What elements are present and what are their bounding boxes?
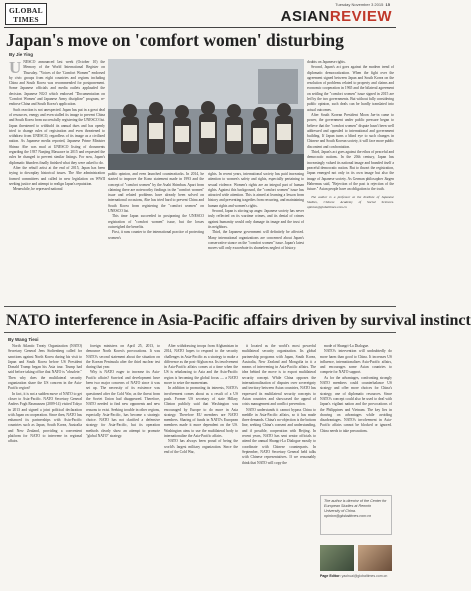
article1-column-2	[108, 172, 204, 241]
logo-line2: TIMES	[13, 15, 39, 24]
article2-col3-paragraph: After withdrawing troops from Afghanistan in 2014, NATO hopes to respond to the security challenges in Asia-Pacific as a strategy to make a difference as the post-Afghan era. Its involvement in Asia-Pacific affairs comes at a time when the US is rebalancing to Asia and the Asia-Pacific region is becoming the global focus — a NATO move to seize the momentum.	[164, 344, 238, 386]
page-editor-thumbnails	[320, 545, 392, 577]
global-times-logo	[5, 3, 47, 25]
article1-col4-paragraph: Third, Japan's act goes against the ethos of peaceful and democratic nations. In the 20th century, Japan has increasingly valued its national image and branded itself a peaceful democratic nation. But to thwart the registration, Japan emerged not only in its own image but also the image of Japanese society. As German philosopher Jürgen Habermas said, "Rejection of the past is rejection of the future." Asian people have an obligation to the truth.	[307, 150, 394, 192]
editor-photo-2	[358, 545, 392, 571]
article1-col3-paragraph: Third, the Japanese government will definitely be affected. Many international organizations are concerned about Japan's conservative stance on the "comfort women" issue. Japan's latest moves will only exacerbate its shameless neglect of history.	[208, 230, 304, 251]
article1-column-1	[9, 60, 105, 192]
article2-col2-paragraph: Why is NATO eager to increase its Asia-Pacific affairs? Survival and development have been two major concerns of NATO since it was set up. The necessity of its existence was questioned after the Cold War, as the threat from the Soviet Union had disappeared. Therefore, NATO needed to find new opponents and new reasons to exist. Seeking trouble in other regions, especially Asia-Pacific, has become a strategic choice. NATO has not clarified a defensive strategy for Asia-Pacific, but its operation methods clearly show an attempt to promote "global NATO" strategy.	[86, 370, 160, 439]
section-title-part2: REVIEW	[329, 8, 392, 25]
article1-headline: Japan's move on 'comfort women' disturbing	[6, 30, 344, 50]
article2-col5-paragraph: mode of Shangri-La Dialogue.	[324, 344, 370, 348]
article2-column-1	[8, 344, 82, 445]
article2-col5-paragraph: As for the advantages, confronting strongly NATO members could counterbalance US strategy and offer more choices for China's strategy, one of diplomatic resources. Since NATO's concept could also be used to deal with Japan's vigilant nation and the provocations of the Philippines and Vietnam. The key lies in drawing on advantages while avoiding disadvantages. NATO's involvement in Asia-Pacific affairs cannot be blocked or ignored. China needs to take precautions.	[320, 375, 392, 433]
article2-col4-paragraph: NATO understands it cannot bypass China to meddle in Asia-Pacific affairs, so it has made three demands. China's no-objection is the bottom line, seeking China's consent and understanding, and if possible, cooperation with Beijing. In recent years, NATO has sent senior officials to attend the annual Shangri-La Dialogue mostly to coordinate with Chinese counterparts. In September, NATO Secretary General held talks with Chinese representatives. If we reasonably think that NATO will copy the	[242, 407, 316, 465]
article1-col4-paragraph: doubts on Japanese rights.	[307, 60, 346, 64]
article1-col3-paragraph: Second, Japan is stirring up anger. Japanese society has never truly reflected on its wartime crimes, and its denial of crimes against humanity would only damage its image and the trust of its neighbors.	[208, 209, 304, 229]
article2-column-4	[242, 344, 316, 466]
article2-column-5	[320, 344, 392, 434]
article2-byline: By Wang Tiexi	[8, 337, 39, 342]
article2-headline-rule	[4, 332, 396, 333]
date-text: Tuesday November 3 2015	[335, 2, 384, 7]
article2-col3-paragraph: In addition to promoting its interests, NATO's involvement comes about as a result of a US push. Former US secretary of state Hillary Clinton publicly said that Washington was encouraged by Europe to do more in Asia strategy. Therefore EU members are NATO members. Sharing of funds in NATO's European members made it more dependent on the US. Washington aims to use the multilateral body to internationalize the Asia-Pacific affairs.	[164, 386, 238, 439]
logo-line1: GLOBAL	[9, 6, 43, 15]
article1-col3-paragraph: rights. In recent years, international society has paid increasing attention to women's safety and rights, especially pertaining to sexual violence. Women's rights are an integral part of human rights. Against this background, the "comfort women" issue has attracted wide attention. This is aimed at learning a lesson from history and preventing tragedies from recurring, and maintaining human rights and women's rights.	[208, 172, 304, 208]
article1-col1-paragraph: Such reaction is not unexpected. Japan has put in a great deal of resources, energy and even stalled its image to prevent China and South Korea from successfully registering the UNESCO list. Japan threatened to withhold its annual dues and has openly tried to change rules of registration and even threatened to withdraw from UNESCO, regardless of its image as a civilized nation. As Japanese media reported, Japanese Prime Minister Shinzo Abe was mad at UNESCO listing of documents regarding the 1937 Nanjing Massacre in 2015 and requested the rules be changed to prevent similar listings. For now, Japan's diplomatic blunders finally finished what they were asked to do.	[9, 107, 105, 165]
article1-col2-paragraph: This time Japan succeeded in postponing the UNESCO registration of "comfort women" issue, but the losses outweighed the benefits.	[108, 214, 204, 229]
page-editor-email: yaohuai@globaltimes.com.cn	[341, 574, 388, 578]
article1-col4-paragraph: Second, Japan's act goes against the modern trend of diplomatic democratization. When the fight over the agreement signed between Japan and South Korea on the resolution of problems related to property and claims and economic cooperation in 1965 and the bilateral agreement on settling the "comfort women" issue signed in 2015 are led by the two governments. But without fully considering public opinion, such deals can be hardly translated into actual outcomes.	[307, 65, 394, 112]
article1-author-note: The author is a professor at the Institute of Japanese Studies, Chinese Academy of Social Sciences. opinion@globaltimes.com.cn	[307, 195, 394, 209]
article2-col3-paragraph: NATO has always been proud of being the world's largest military organization. Since the end of the Cold War,	[164, 439, 238, 454]
article1-col1-text: NESCO announced last week (October 10) the Memory of the World International Register on Thursday. "Voices of the 'Comfort Women'" endorsed by civic groups from eight countries and regions including China and South Korea was recommended for postponement. Some Japanese officials and media outlets applauded the decision. Japanese NGO which endorsed "Documentation on 'Comfort Women' and Japanese Army discipline" program, re-endorse China and South Korea's application.	[9, 60, 105, 107]
page-editor	[320, 574, 392, 586]
article1-col4-paragraph: After South Korean President Moon Jae-in came to power, the government under public pressure began to believe that the "comfort women" dispute hasn't been well addressed and appealed to international and government building. If Japan turns a blind eye to such changes in Chinese and South Korean society, it will face more public discontent and confrontation.	[307, 112, 394, 149]
article1-col2-paragraph: First, it runs counter to the international practice of protecting women's	[108, 230, 204, 240]
article2-col4-paragraph: it located as the world's most powerful multilateral security organization. Its global partnership programs with Japan, South Korea, Australia, New Zealand and Mongolia in it a means of intervening in Asia-Pacific affairs. The idea behind the move is to export multilateral security concept. While China opposes the internationalization of disputes over sovereignty and territory between Asian countries, NATO has expressed its multilateral security concepts to Asian countries and showcased the appeal of crisis management and conflict prevention.	[242, 344, 316, 407]
section-title	[281, 8, 392, 25]
article1-col1-paragraph: After the rebuff artist at the end of 2015, Japan has been trying to downplay historical issues. The Abe administration formed committees and called in new legislation on WWII seeking justice and attempt to realign Japan's reputation.	[9, 165, 105, 186]
article1-col1-paragraph: Meanwhile, he repressed national	[13, 187, 63, 192]
article1-column-4	[307, 60, 394, 209]
article2-col1-paragraph: North Atlantic Treaty Organization (NATO) Secretary General Jens Stoltenberg called for sanctions against North Korea during his visit to Japan and South Korea before US President Donald Trump began his Asia tour. Trump had said before taking office that NATO is "obsolete." Then why does the multilateral security organization share the US concern in the Asia-Pacific region?	[8, 344, 82, 391]
article1-dropcap: U	[9, 58, 22, 77]
article2-headline: NATO interference in Asia-Pacific affairs driven by survival instinct	[6, 312, 471, 329]
section-title-part1: ASIAN	[280, 8, 330, 25]
article2-column-2	[86, 344, 160, 439]
editor-photo-1	[320, 545, 354, 571]
article1-photo	[108, 59, 304, 170]
page-number: 15	[385, 2, 390, 7]
article1-byline: By Jie Ying	[9, 52, 34, 57]
page-editor-label: Page Editor:	[320, 574, 341, 578]
article2-col1-paragraph: In fact, it is not a sudden move of NATO to get closer to Asia-Pacific. NATO Secretary General Anders Fogh Rasmussen (2009-14) visited Tokyo in 2013 and signed a joint political declaration with Japan on cooperation. Since then, NATO has enhanced its partnerships with Asia-Pacific countries such as Japan, South Korea, Australia and New Zealand, providing a convenient platform for NATO to intervene in regional affairs.	[8, 391, 82, 444]
article2-col5-paragraph: NATO's intervention will undoubtedly do more harm than good to China. It increases US influence, internationalizes Asia-Pacific affairs, and encourages some Asian countries to compete for NATO support.	[320, 349, 392, 375]
article1-col1-paragraph	[9, 60, 105, 108]
article2-author-box: The author is director of the Center for European Studies at Renmin University of China. opinion@globaltimes.com.cn	[320, 495, 392, 535]
top-rule	[4, 27, 396, 28]
article-separator	[4, 306, 396, 307]
article2-column-3	[164, 344, 238, 455]
masthead	[0, 0, 400, 30]
article2-col2-paragraph: foreign ministers on April 25, 2013, to denounce North Korea's provocations. It was NATO's second statement about the situation on the Korean Peninsula after the third nuclear test during that year.	[86, 344, 160, 370]
dateline	[335, 2, 390, 7]
article1-column-3	[208, 172, 304, 251]
article1-col2-paragraph: public opinion, and even launched counterattacks. In 2014, he started to improve the Kono statement made in 1993 and the concept of "comfort women" by the Asahi Shimbun. Apart from claiming there are noteworthy findings in the "comfort women" issue and related problems have already been solved on international occasions, Abe has tried hard to prevent China and South Korea from registering the "comfort women" on UNESCO list.	[108, 172, 204, 214]
